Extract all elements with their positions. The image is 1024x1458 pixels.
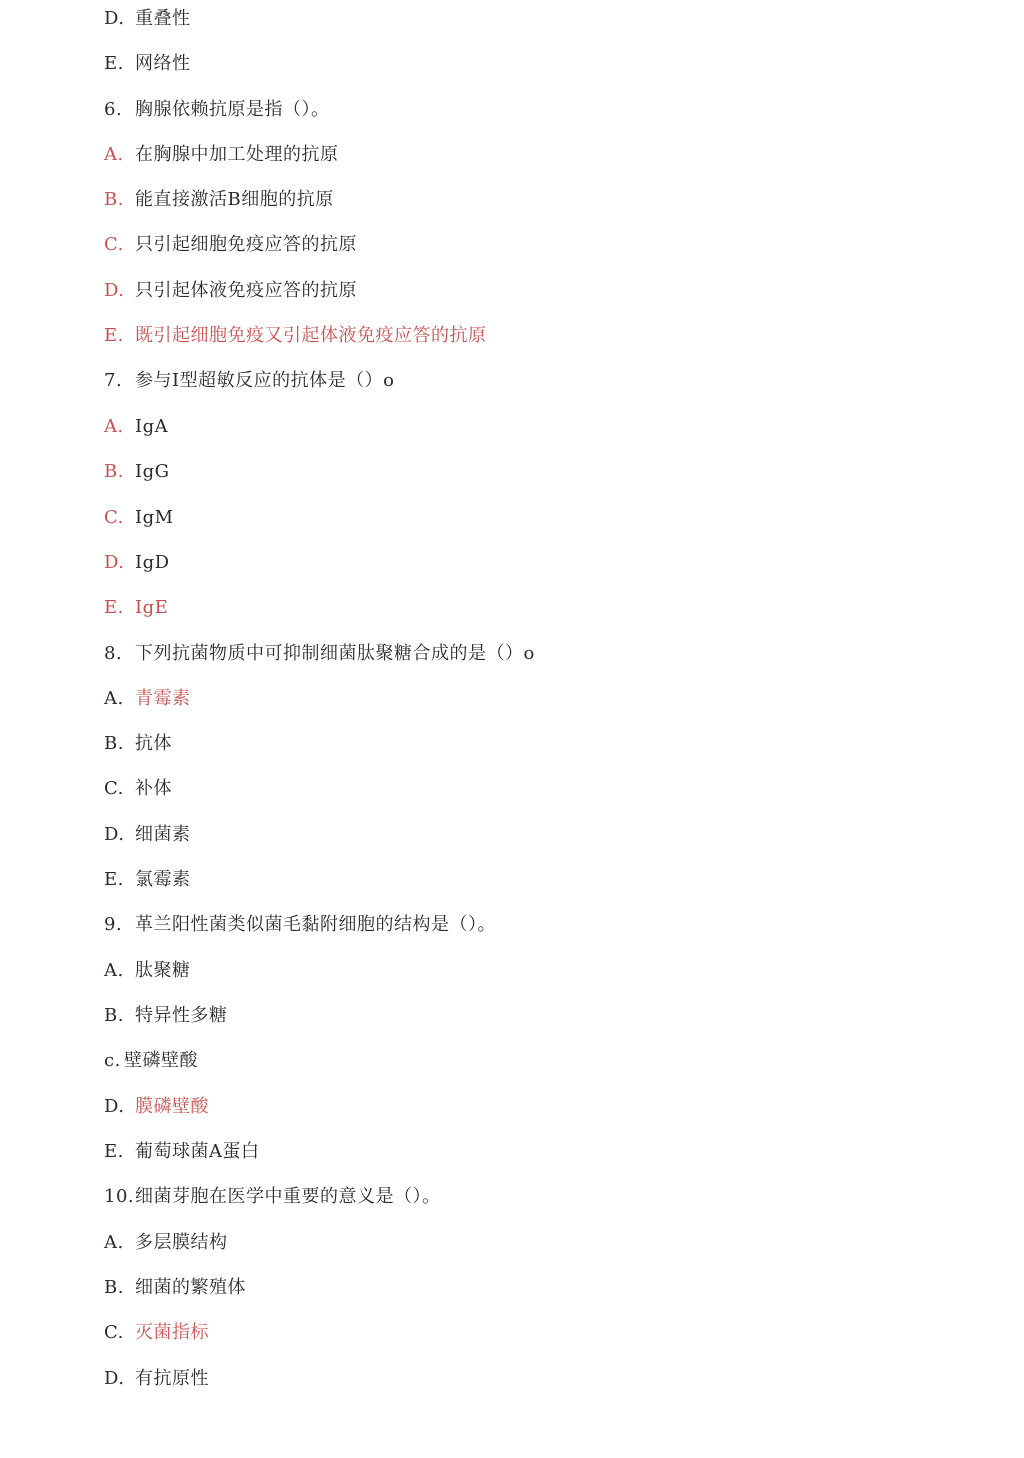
option-e-network <box>104 52 191 76</box>
option-text: 灭菌指标 <box>135 1322 209 1343</box>
q8-option-a-answer <box>104 687 191 711</box>
option-text: 特异性多糖 <box>135 1005 228 1026</box>
q7-option-a <box>104 415 168 439</box>
option-label: A. <box>104 1232 124 1253</box>
question-text: 参与I型超敏反应的抗体是（）o <box>135 370 395 391</box>
option-text: 能直接激活B细胞的抗原 <box>135 189 334 210</box>
option-label: A. <box>104 416 124 437</box>
option-label: A. <box>104 960 124 981</box>
option-label: D. <box>104 824 125 845</box>
option-label: E. <box>104 325 124 346</box>
question-number: 6. <box>104 99 123 120</box>
option-label: A. <box>104 144 124 165</box>
q9-option-e <box>104 1140 260 1164</box>
option-label: C. <box>104 234 124 255</box>
option-label: D. <box>104 1368 125 1389</box>
q7-option-d <box>104 551 170 575</box>
q6-option-c <box>104 233 357 257</box>
q7-option-e-answer <box>104 596 168 620</box>
q7-option-c <box>104 506 174 530</box>
question-number: 7. <box>104 370 123 391</box>
option-label: E. <box>104 53 124 74</box>
option-label: B. <box>104 189 124 210</box>
q8-option-e <box>104 868 191 892</box>
question-6 <box>104 98 330 122</box>
option-text: IgD <box>135 552 170 573</box>
question-text: 下列抗菌物质中可抑制细菌肽聚糖合成的是（）o <box>135 643 535 664</box>
option-label: D. <box>104 8 125 29</box>
option-label: C. <box>104 778 124 799</box>
option-label: B. <box>104 733 124 754</box>
option-text: 抗体 <box>135 733 172 754</box>
option-text: 只引起体液免疫应答的抗原 <box>135 280 357 301</box>
option-text: 在胸腺中加工处理的抗原 <box>135 144 339 165</box>
q8-option-d <box>104 823 191 847</box>
option-text: IgE <box>135 597 169 618</box>
q9-option-c <box>104 1049 198 1073</box>
option-d-overlap <box>104 7 191 31</box>
option-label: D. <box>104 280 125 301</box>
option-label: E. <box>104 597 124 618</box>
q8-option-b <box>104 732 172 756</box>
q6-option-e-answer <box>104 324 487 348</box>
question-text: 胸腺依赖抗原是指（）。 <box>135 99 330 120</box>
option-text: 补体 <box>135 778 172 799</box>
question-9 <box>104 913 496 937</box>
option-text: 氯霉素 <box>135 869 191 890</box>
option-label: C. <box>104 1322 124 1343</box>
option-text: 既引起细胞免疫又引起体液免疫应答的抗原 <box>135 325 487 346</box>
option-label: B. <box>104 461 124 482</box>
option-text: 网络性 <box>135 53 191 74</box>
option-text: 青霉素 <box>135 688 191 709</box>
q10-option-b <box>104 1276 246 1300</box>
option-text: 有抗原性 <box>135 1368 209 1389</box>
option-label: E. <box>104 869 124 890</box>
option-text: IgA <box>135 416 169 437</box>
question-text: 革兰阳性菌类似菌毛黏附细胞的结构是（）。 <box>135 914 496 935</box>
option-label: B. <box>104 1005 124 1026</box>
option-text: 葡萄球菌A蛋白 <box>135 1141 260 1162</box>
q10-option-a <box>104 1231 228 1255</box>
question-number: 8. <box>104 643 123 664</box>
option-text: 只引起细胞免疫应答的抗原 <box>135 234 357 255</box>
option-label: A. <box>104 688 124 709</box>
q6-option-a <box>104 143 339 167</box>
q8-option-c <box>104 777 172 801</box>
q9-option-d-answer <box>104 1095 209 1119</box>
q6-option-b <box>104 188 334 212</box>
option-text: IgG <box>135 461 170 482</box>
question-text: 细菌芽胞在医学中重要的意义是（）。 <box>135 1186 441 1207</box>
q10-option-d <box>104 1367 209 1391</box>
option-text: 肽聚糖 <box>135 960 191 981</box>
option-label: C. <box>104 507 124 528</box>
q10-option-c-answer <box>104 1321 209 1345</box>
option-text: IgM <box>135 507 174 528</box>
q9-option-a <box>104 959 191 983</box>
question-10 <box>104 1185 441 1209</box>
option-text: 多层膜结构 <box>135 1232 228 1253</box>
q6-option-d <box>104 279 357 303</box>
question-8 <box>104 642 535 666</box>
option-text: 细菌素 <box>135 824 191 845</box>
option-text: 膜磷壁酸 <box>135 1096 209 1117</box>
option-text: 细菌的繁殖体 <box>135 1277 246 1298</box>
q9-option-b <box>104 1004 228 1028</box>
option-text: 重叠性 <box>135 8 191 29</box>
option-label: E. <box>104 1141 124 1162</box>
option-label: c. <box>104 1050 121 1071</box>
option-label: D. <box>104 552 125 573</box>
q7-option-b <box>104 460 170 484</box>
question-7 <box>104 369 394 393</box>
option-label: B. <box>104 1277 124 1298</box>
option-text: 壁磷壁酸 <box>124 1050 198 1071</box>
question-number: 10. <box>104 1186 135 1207</box>
question-number: 9. <box>104 914 123 935</box>
option-label: D. <box>104 1096 125 1117</box>
